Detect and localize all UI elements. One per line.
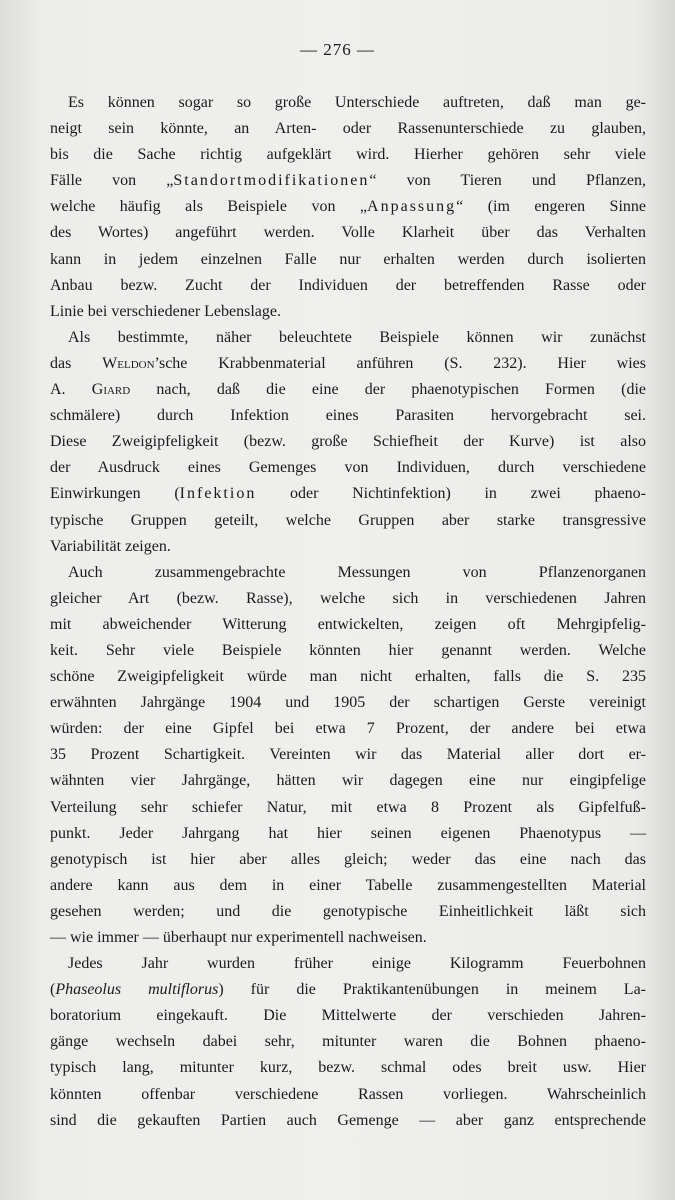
emphasized-term: Anpassung (367, 198, 457, 216)
emphasized-term: Standortmodifikationen (173, 172, 370, 190)
text-line: (Phaseolus multiflorus) für die Praktikantenübungen in meinem La- (50, 981, 647, 999)
text-line: Verteilung sehr schiefer Natur, mit etwa 8 Prozent als Gipfelfuß- (50, 798, 646, 816)
text-line: der Ausdruck eines Gemenges von Individuen, durch verschiedene (50, 459, 646, 477)
text-line: mit abweichender Witterung entwickelten, zeigen oft Mehrgipfelig- (50, 615, 646, 633)
emphasized-term: Nichtinfektion (352, 485, 446, 503)
species-name: Phaseolus multiflorus (55, 981, 219, 999)
text-line: könnten offenbar verschiedene Rassen vorliegen. Wahrscheinlich (50, 1085, 646, 1103)
text-line: schöne Zweigipfeligkeit würde man nicht erhalten, falls die S. 235 (50, 668, 646, 686)
text-line: gänge wechseln dabei sehr, mitunter waren die Bohnen phaeno- (50, 1033, 646, 1051)
text-line: genotypisch ist hier aber alles gleich; weder das eine nach das (50, 850, 646, 868)
text-line: andere kann aus dem in einer Tabelle zusammengestellten Material (50, 876, 646, 894)
text-line: A. Giard nach, daß die eine der phaenotypischen Formen (die (50, 381, 646, 399)
text-line: 35 Prozent Schartigkeit. Vereinten wir das Material aller dort er- (50, 746, 646, 764)
author-name: Weldon (102, 354, 155, 372)
text-line: das Weldon’sche Krabbenmaterial anführen (S. 232). Hier wies (50, 354, 647, 372)
text-line: des Wortes) angeführt werden. Volle Klarheit über das Verhalten (50, 224, 646, 242)
text-line: Als bestimmte, näher beleuchtete Beispiele können wir zunächst (68, 328, 646, 346)
text-line: typische Gruppen geteilt, welche Gruppen aber starke transgressive (50, 511, 646, 529)
text-line: sind die gekauften Partien auch Gemenge — aber ganz entsprechende (50, 1111, 646, 1129)
body-text (50, 90, 646, 1134)
text-line: boratorium eingekauft. Die Mittelwerte der verschieden Jahren- (50, 1007, 646, 1025)
text-line: kann in jedem einzelnen Falle nur erhalten werden durch isolierten (50, 250, 646, 268)
text-line: — wie immer — überhaupt nur experimentell nachweisen. (50, 929, 427, 946)
paragraph (50, 560, 646, 951)
text-line: punkt. Jeder Jahrgang hat hier seinen eigenen Phaenotypus — (50, 824, 646, 842)
paragraph (50, 90, 646, 325)
text-line: Variabilität zeigen. (50, 537, 171, 555)
emphasized-term: Infektion (179, 485, 257, 503)
text-line: Diese Zweigipfeligkeit (bezw. große Schiefheit der Kurve) ist also (50, 433, 646, 451)
text-line: typisch lang, mitunter kurz, bezw. schmal odes breit usw. Hier (50, 1059, 646, 1077)
text-line: schmälere) durch Infektion eines Parasiten hervorgebracht sei. (50, 407, 646, 425)
text-line: bis die Sache richtig aufgeklärt wird. Hierher gehören sehr viele (50, 146, 646, 164)
text-line: würden: der eine Gipfel bei etwa 7 Prozent, der andere bei etwa (50, 720, 646, 738)
text-line: keit. Sehr viele Beispiele könnten hier genannt werden. Welche (50, 641, 646, 659)
paragraph (50, 325, 646, 560)
text-line: gesehen werden; und die genotypische Einheitlichkeit läßt sich (50, 902, 646, 920)
text-line: Linie bei verschiedener Lebenslage. (50, 302, 281, 320)
text-line: Es können sogar so große Unterschiede auftreten, daß man ge- (68, 94, 646, 111)
text-line: Einwirkungen (Infektion oder Nichtinfektion) in zwei phaeno- (50, 485, 646, 503)
text-line: Auch zusammengebrachte Messungen von Pflanzenorganen (68, 563, 646, 581)
text-line: neigt sein könnte, an Arten- oder Rassenunterschiede zu glauben, (50, 120, 646, 138)
text-line: gleicher Art (bezw. Rasse), welche sich in verschiedenen Jahren (50, 589, 646, 607)
text-line: erwähnten Jahrgänge 1904 und 1905 der schartigen Gerste vereinigt (50, 694, 646, 712)
text-line: wähnten vier Jahrgänge, hätten wir dagegen eine nur eingipfelige (50, 772, 646, 790)
paragraph (50, 951, 646, 1134)
text-line: welche häufig als Beispiele von „Anpassung“ (im engeren Sinne (50, 198, 646, 216)
page-number: — 276 — (300, 40, 375, 59)
text-line: Fälle von „Standortmodifikationen“ von Tieren und Pflanzen, (50, 172, 646, 190)
text-line: Anbau bezw. Zucht der Individuen der betreffenden Rasse oder (50, 276, 646, 294)
text-line: Jedes Jahr wurden früher einige Kilogramm Feuerbohnen (68, 955, 646, 973)
author-name: Giard (91, 381, 131, 399)
